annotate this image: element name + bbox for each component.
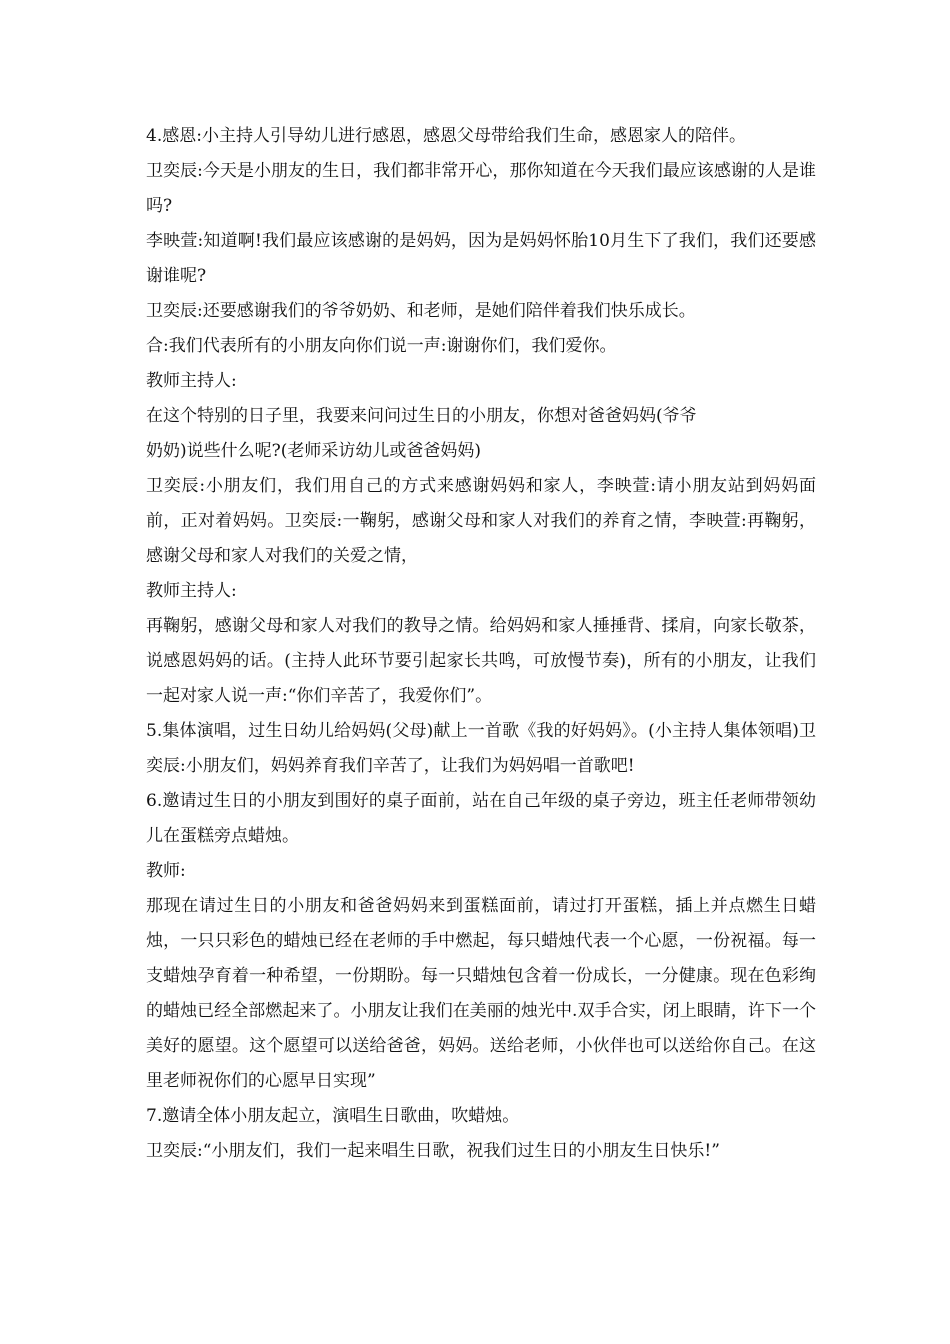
paragraph-host-wei-1: 卫奕辰:今天是小朋友的生日，我们都非常开心，那你知道在今天我们最应该感谢的人是谁吗? <box>146 161 816 216</box>
paragraph-teacher-question-line-1: 在这个特别的日子里，我要来问问过生日的小朋友，你想对爸爸妈妈(爷爷 <box>146 406 697 426</box>
document-body <box>146 119 816 1169</box>
paragraph-host-li-1: 李映萱:知道啊!我们最应该感谢的是妈妈，因为是妈妈怀胎10月生下了我们，我们还要感谢谁呢? <box>146 231 816 286</box>
paragraph-teacher-label: 教师: <box>146 861 186 881</box>
paragraph-host-wei-final: 卫奕辰:“小朋友们，我们一起来唱生日歌，祝我们过生日的小朋友生日快乐!” <box>146 1141 720 1161</box>
paragraph-birthday-song: 7.邀请全体小朋友起立，演唱生日歌曲，吹蜡烛。 <box>146 1106 520 1126</box>
paragraph-light-candles: 6.邀请过生日的小朋友到围好的桌子面前，站在自己年级的桌子旁边，班主任老师带领幼儿在蛋糕旁点蜡烛。 <box>146 791 816 846</box>
paragraph-teacher-question-line-2: 奶奶)说些什么呢?(老师采访幼儿或爸爸妈妈) <box>146 441 482 461</box>
paragraph-teacher-host-label-1: 教师主持人: <box>146 371 237 391</box>
paragraph-bow-ceremony: 卫奕辰:小朋友们，我们用自己的方式来感谢妈妈和家人，李映萱:请小朋友站到妈妈面前，正对着妈妈。卫奕辰:一鞠躬，感谢父母和家人对我们的养育之情，李映萱:再鞠躬，感谢父母和家人对我们的关爱之情， <box>146 476 816 566</box>
paragraph-group-singing: 5.集体演唱，过生日幼儿给妈妈(父母)献上一首歌《我的好妈妈》。(小主持人集体领唱)卫奕辰:小朋友们，妈妈养育我们辛苦了，让我们为妈妈唱一首歌吧! <box>146 721 816 776</box>
paragraph-host-wei-2: 卫奕辰:还要感谢我们的爷爷奶奶、和老师，是她们陪伴着我们快乐成长。 <box>146 301 696 321</box>
paragraph-teacher-host-label-2: 教师主持人: <box>146 581 237 601</box>
paragraph-bow-continued: 再鞠躬，感谢父母和家人对我们的教导之情。给妈妈和家人捶捶背、揉肩，向家长敬茶，说感恩妈妈的话。(主持人此环节要引起家长共鸣，可放慢节奏)，所有的小朋友，让我们一起对家人说一声:“你们辛苦了，我爱你们”。 <box>146 616 816 706</box>
paragraph-candle-wishes: 那现在请过生日的小朋友和爸爸妈妈来到蛋糕面前，请过打开蛋糕，插上并点燃生日蜡烛，一只只彩色的蜡烛已经在老师的手中燃起，每只蜡烛代表一个心愿，一份祝福。每一支蜡烛孕育着一种希望，一份期盼。每一只蜡烛包含着一份成长，一分健康。现在色彩绚的蜡烛已经全部燃起来了。小朋友让我们在美丽的烛光中.双手合实，闭上眼睛，许下一个美好的愿望。这个愿望可以送给爸爸，妈妈。送给老师，小伙伴也可以送给你自己。在这里老师祝你们的心愿早日实现” <box>146 896 816 1091</box>
paragraph-gratitude-intro: 4.感恩:小主持人引导幼儿进行感恩，感恩父母带给我们生命，感恩家人的陪伴。 <box>146 126 746 146</box>
paragraph-together: 合:我们代表所有的小朋友向你们说一声:谢谢你们，我们爱你。 <box>146 336 617 356</box>
